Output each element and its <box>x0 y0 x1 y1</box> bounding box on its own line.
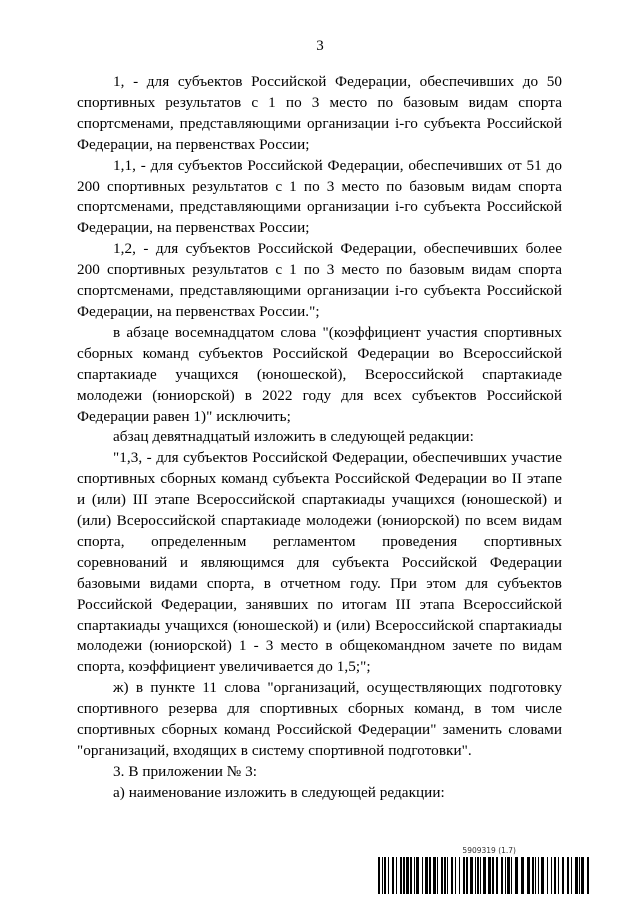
barcode-number: 5909319 (1.7) <box>462 846 516 855</box>
paragraph: 3. В приложении № 3: <box>113 762 258 780</box>
paragraph: абзац девятнадцатый изложить в следующей редакции: <box>113 428 474 446</box>
paragraph: 1,1, - для субъектов Российской Федерации, обеспечивших от 51 до 200 спортивных результатов с 1 по 3 место по базовым видам спорта спортсменами, представляющими организации i-го субъекта Российской Федерации, на первенствах России; <box>77 156 562 237</box>
paragraph: в абзаце восемнадцатом слова "(коэффициент участия спортивных сборных команд субъектов Российской Федерации во Всероссийской спартакиаде учащихся (юношеской), Всероссийской спартакиаде молодежи (юниорской) в 2022 году для всех субъектов Российской Федерации равен 1)" исключить; <box>77 323 562 425</box>
document-body <box>77 72 562 804</box>
paragraph: 1,2, - для субъектов Российской Федерации, обеспечивших более 200 спортивных результатов с 1 по 3 место по базовым видам спорта спортсменами, представляющими организации i-го субъекта Российской Федерации, на первенствах России."; <box>77 240 562 320</box>
paragraph: 1, - для субъектов Российской Федерации, обеспечивших до 50 спортивных результатов с 1 по 3 место по базовым видам спорта спортсменами, представляющими организации i-го субъекта Российской Федерации, на первенствах России; <box>77 73 562 153</box>
paragraph: ж) в пункте 11 слова "организаций, осуществляющих подготовку спортивного резерва для спортивных сборных команд, в том числе спортивных сборных команд Российской Федерации" заменить словами "организаций, входящих в систему спортивной подготовки". <box>77 679 562 759</box>
barcode-block <box>378 846 590 898</box>
barcode <box>378 857 590 894</box>
paragraph: а) наименование изложить в следующей редакции: <box>113 783 445 801</box>
page-number: 3 <box>316 38 324 54</box>
paragraph: "1,3, - для субъектов Российской Федерации, обеспечивших участие спортивных сборных команд субъекта Российской Федерации во II этапе и (или) III этапе Всероссийской спартакиады учащихся (юношеской) и (или) Всероссийской спартакиаде молодежи (юниорской) по всем видам спорта, определенным регламентом проведения спортивных соревнований и являющимся для субъекта Российской Федерации базовыми видами спорта, в отчетном году. При этом для субъектов Российской Федерации, занявших по итогам III этапа Всероссийской спартакиады учащихся (юношеской) и (или) Всероссийской спартакиады молодежи (юниорской) 1 - 3 место в общекомандном зачете по видам спорта, коэффициент увеличивается до 1,5;"; <box>77 449 562 676</box>
